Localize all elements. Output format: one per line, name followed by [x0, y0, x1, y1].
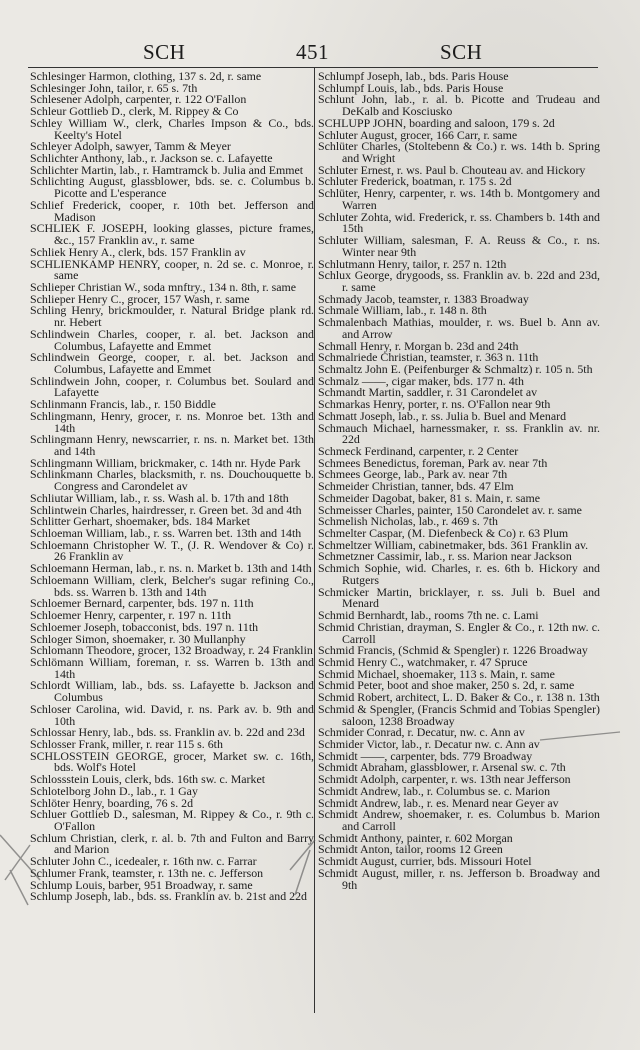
directory-entry: Schmidt Anton, tailor, rooms 12 Green — [318, 842, 503, 857]
directory-entry: Schmarkas Henry, porter, r. ns. O'Fallon near 9th — [318, 397, 551, 412]
directory-entry: Schlüter, Henry, carpenter, r. ws. 14th b. Montgomery and Warren — [318, 186, 600, 212]
directory-entry: Schmidt Andrew, lab., r. Columbus se. c. Marion — [318, 783, 551, 798]
directory-entry: Schlingmann, Henry, grocer, r. ns. Monroe bet. 13th and 14th — [30, 408, 314, 435]
directory-entry: Schlinmann Francis, lab., r. 150 Biddle — [30, 397, 216, 412]
directory-entry: Schlossar Henry, lab., bds. ss. Franklin av. b. 22d and 23d — [30, 725, 305, 740]
left-column — [30, 71, 314, 903]
directory-entry: Schloemer Bernard, carpenter, bds. 197 n. 11th — [30, 596, 254, 611]
directory-entry: Schlomann Theodore, grocer, 132 Broadway, r. 24 Franklin — [30, 643, 313, 658]
directory-entry: Schling Henry, brickmoulder, r. Natural Bridge plank rd. nr. Hebert — [30, 303, 314, 330]
directory-entry: Schmid Michael, shoemaker, 113 s. Main, r. same — [318, 666, 555, 681]
directory-entry: Schlindwein Charles, cooper, r. al. bet. Jackson and Columbus, Lafayette and Emmet — [30, 326, 314, 353]
directory-entry: Schlotelborg John D., lab., r. 1 Gay — [30, 783, 198, 798]
directory-entry: Schmid Peter, boot and shoe maker, 250 s. 2d, r. same — [318, 678, 575, 693]
directory-entry: Schlöter Henry, boarding, 76 s. 2d — [30, 795, 194, 810]
directory-entry: Schlosser Frank, miller, r. rear 115 s. 6th — [30, 736, 223, 751]
directory-entry: Schlüter Charles, (Stoltebenn & Co.) r. ws. 14th b. Spring and Wright — [318, 139, 600, 166]
directory-entry: Schlux George, drygoods, ss. Franklin av. b. 22d and 23d, r. same — [318, 268, 600, 294]
directory-entry: Schlinkmann Charles, blacksmith, r. ns. Douchouquette b. Congress and Carondelet av — [30, 467, 314, 494]
directory-entry: Schloemann William, clerk, Belcher's sugar refining Co., bds. ss. Warren b. 13th and 14th — [30, 572, 314, 599]
directory-entry: Schmidt August, miller, r. ns. Jefferson b. Broadway and 9th — [318, 865, 600, 892]
directory-entry: Schlesener Adolph, carpenter, r. 122 O'Fallon — [30, 92, 247, 107]
directory-entry: Schlindwein John, cooper, r. Columbus bet. Soulard and Lafayette — [30, 373, 314, 400]
directory-entry: Schmees Benedictus, foreman, Park av. near 7th — [318, 455, 548, 470]
directory-entry: Schmid Francis, (Schmid & Spengler) r. 1226 Broadway — [318, 643, 588, 658]
directory-entry: Schmid Bernhardt, lab., rooms 7th ne. c. Lami — [318, 608, 539, 623]
directory-entry: Schmalriede Christian, teamster, r. 363 n. 11th — [318, 350, 539, 365]
directory-entry: Schmauch Michael, harnessmaker, r. ss. Franklin av. nr. 22d — [318, 420, 600, 447]
directory-entry: Schloger Simon, shoemaker, r. 30 Mullanphy — [30, 631, 246, 646]
directory-entry: SCHLOSSTEIN GEORGE, grocer, Market sw. c. 16th, bds. Wolf's Hotel — [30, 748, 314, 775]
header-rule — [28, 67, 598, 68]
directory-entry: Schlieper Henry C., grocer, 157 Wash, r. same — [30, 291, 250, 306]
directory-entry: Schlitter Gerhart, shoemaker, bds. 184 Market — [30, 514, 251, 529]
directory-entry: Schlump Louis, barber, 951 Broadway, r. same — [30, 877, 253, 892]
directory-entry: Schlintwein Charles, hairdresser, r. Green bet. 3d and 4th — [30, 502, 302, 517]
running-head-left: SCH — [143, 40, 186, 64]
directory-entry: Schlordt William, lab., bds. ss. Lafayette b. Jackson and Columbus — [30, 678, 314, 705]
directory-entry: Schlichter Martin, lab., r. Hamtramck b. Julia and Emmet — [30, 162, 304, 177]
directory-entry: SCHLIEK F. JOSEPH, looking glasses, picture frames, &c., 157 Franklin av., r. same — [30, 221, 314, 248]
directory-entry: Schmale William, lab., r. 148 n. 8th — [318, 303, 487, 318]
running-head-right: SCH — [440, 40, 483, 64]
directory-entry: Schmich Sophie, wid. Charles, r. es. 6th b. Hickory and Rutgers — [318, 561, 600, 587]
directory-entry: Schlingmann William, brickmaker, c. 14th nr. Hyde Park — [30, 455, 301, 470]
directory-entry: Schmeck Ferdinand, carpenter, r. 2 Center — [318, 444, 519, 458]
directory-entry: Schluter Frederick, boatman, r. 175 s. 2d — [318, 174, 512, 189]
directory-entry: Schmidt Abraham, glassblower, r. Arsenal sw. c. 7th — [318, 760, 566, 775]
directory-entry: Schlumpf Joseph, lab., bds. Paris House — [318, 69, 509, 83]
directory-entry: Schmetzner Cassimir, lab., r. ss. Marion near Jackson — [318, 549, 572, 564]
directory-entry: Schmidt August, currier, bds. Missouri Hotel — [318, 854, 532, 869]
directory-entry: Schloemer Henry, carpenter, r. 197 n. 11th — [30, 608, 232, 623]
directory-entry: Schley William W., clerk, Charles Impson & Co., bds. Keelty's Hotel — [30, 115, 314, 142]
directory-entry: Schloeman William, lab., r. ss. Warren bet. 13th and 14th — [30, 526, 302, 541]
directory-entry: Schmalz ——, cigar maker, bds. 177 n. 4th — [318, 373, 524, 388]
directory-entry: Schmandt Martin, saddler, r. 31 Carondelet av — [318, 385, 538, 400]
directory-entry: Schlump Joseph, lab., bds. ss. Franklin av. b. 21st and 22d — [30, 889, 307, 904]
directory-entry: Schmaltz John E. (Peifenburger & Schmaltz) r. 105 n. 5th — [318, 361, 593, 376]
directory-entry: Schmalenbach Mathias, moulder, r. ws. Buel b. Ann av. and Arrow — [318, 315, 600, 341]
directory-entry: Schlunt John, lab., r. al. b. Picotte and Trudeau and DeKalb and Kosciusko — [318, 92, 600, 119]
directory-entry: Schloser Carolina, wid. David, r. ns. Park av. b. 9th and 10th — [30, 701, 314, 728]
directory-entry: Schlichting August, glassblower, bds. se. c. Columbus b. Picotte and L'esperance — [30, 174, 314, 201]
directory-entry: Schmidt Andrew, shoemaker, r. es. Columbus b. Marion and Carroll — [318, 807, 600, 833]
directory-entry: Schlichter Anthony, lab., r. Jackson se. c. Lafayette — [30, 151, 273, 166]
directory-entry: Schmeisser Charles, painter, 150 Carondelet av. r. same — [318, 502, 582, 517]
directory-entry: Schmatt Joseph, lab., r. ss. Julia b. Buel and Menard — [318, 408, 567, 423]
directory-entry: Schlömann William, foreman, r. ss. Warren b. 13th and 14th — [30, 654, 314, 681]
directory-entry: Schmid Henry C., watchmaker, r. 47 Spruce — [318, 654, 528, 669]
directory-entry: Schlossstein Louis, clerk, bds. 16th sw. c. Market — [30, 772, 266, 787]
directory-entry: Schleyer Adolph, sawyer, Tamm & Meyer — [30, 139, 231, 154]
directory-entry: Schlumer Frank, teamster, r. 13th ne. c. Jefferson — [30, 865, 264, 880]
directory-entry: SCHLUPP JOHN, boarding and saloon, 179 s. 2d — [318, 115, 555, 130]
directory-entry: Schlutmann Henry, tailor, r. 257 n. 12th — [318, 256, 507, 271]
directory-entry: Schlumpf Louis, lab., bds. Paris House — [318, 80, 504, 95]
directory-entry: SCHLIENKAMP HENRY, cooper, n. 2d se. c. Monroe, r. same — [30, 256, 314, 283]
directory-entry: Schmidt ——, carpenter, bds. 779 Broadway — [318, 748, 533, 763]
directory-entry: Schluter William, salesman, F. A. Reuss & Co., r. ns. Winter near 9th — [318, 233, 600, 259]
directory-entry: Schluter August, grocer, 166 Carr, r. same — [318, 127, 518, 142]
directory-entry: Schlesinger John, tailor, r. 65 s. 7th — [30, 80, 198, 95]
page-number: 451 — [296, 40, 329, 64]
directory-entry: Schluer Gottlieb D., salesman, M. Rippey & Co., r. 9th c. O'Fallon — [30, 807, 314, 833]
directory-entry: Schmider Victor, lab., r. Decatur nw. c. Ann av — [318, 736, 540, 751]
directory-entry: Schmidt Adolph, carpenter, r. ws. 13th near Jefferson — [318, 772, 571, 787]
directory-entry: Schlesinger Harmon, clothing, 137 s. 2d, r. same — [30, 69, 262, 83]
directory-entry: Schloemann Herman, lab., r. ns. n. Market b. 13th and 14th — [30, 561, 312, 576]
directory-entry: Schmidt Anthony, painter, r. 602 Morgan — [318, 830, 513, 845]
directory-entry: Schluter John C., icedealer, r. 16th nw. c. Farrar — [30, 854, 257, 869]
directory-entry: Schmall Henry, r. Morgan b. 23d and 24th — [318, 338, 519, 353]
directory-entry: Schmelter Caspar, (M. Diefenbeck & Co) r. 63 Plum — [318, 526, 569, 541]
column-divider — [314, 68, 315, 1013]
directory-entry: Schmelish Nicholas, lab., r. 469 s. 7th — [318, 514, 498, 529]
directory-entry: Schmees George, lab., Park av. near 7th — [318, 467, 508, 482]
directory-entry: Schlieper Christian W., soda mnftry., 134 n. 8th, r. same — [30, 279, 297, 294]
directory-entry: Schloemer Joseph, tobacconist, bds. 197 n. 11th — [30, 619, 259, 634]
directory-entry: Schlindwein George, cooper, r. al. bet. Jackson and Columbus, Lafayette and Emmet — [30, 350, 314, 376]
directory-entry: Schmider Conrad, r. Decatur, nw. c. Ann av — [318, 725, 525, 740]
directory-entry: Schlum Christian, clerk, r. al. b. 7th and Fulton and Barry and Marion — [30, 830, 314, 857]
directory-entry: Schmeider Christian, tanner, bds. 47 Elm — [318, 479, 514, 494]
directory-entry: Schmady Jacob, teamster, r. 1383 Broadway — [318, 291, 529, 306]
directory-entry: Schmicker Martin, bricklayer, r. ss. Juli b. Buel and Menard — [318, 584, 600, 611]
directory-entry: Schleur Gottlieb D., clerk, M. Rippey & Co — [30, 104, 239, 119]
directory-entry: Schmid Christian, drayman, S. Engler & Co., r. 12th nw. c. Carroll — [318, 619, 600, 646]
directory-entry: Schloemann Christopher W. T., (J. R. Wendover & Co) r. 26 Franklin av — [30, 537, 314, 564]
directory-entry: Schmeider Dagobat, baker, 81 s. Main, r. same — [318, 490, 541, 505]
directory-entry: Schmidt Andrew, lab., r. es. Menard near Geyer av — [318, 795, 559, 810]
directory-entry: Schmid Robert, architect, L. D. Baker & Co., r. 138 n. 13th — [318, 690, 600, 705]
directory-entry: Schlief Frederick, cooper, r. 10th bet. Jefferson and Madison — [30, 197, 314, 224]
directory-entry: Schliutar William, lab., r. ss. Wash al. b. 17th and 18th — [30, 490, 289, 505]
directory-entry: Schliek Henry A., clerk, bds. 157 Franklin av — [30, 244, 246, 259]
directory-entry: Schluter Zohta, wid. Frederick, r. ss. Chambers b. 14th and 15th — [318, 209, 600, 236]
directory-entry: Schmid & Spengler, (Francis Schmid and Tobias Spengler) saloon, 1238 Broadway — [318, 701, 600, 728]
directory-entry: Schlingmann Henry, newscarrier, r. ns. n. Market bet. 13th and 14th — [30, 432, 314, 458]
directory-entry: Schluter Ernest, r. ws. Paul b. Chouteau av. and Hickory — [318, 162, 586, 177]
right-column — [318, 71, 600, 891]
directory-entry: Schmeltzer William, cabinetmaker, bds. 361 Franklin av. — [318, 537, 589, 552]
